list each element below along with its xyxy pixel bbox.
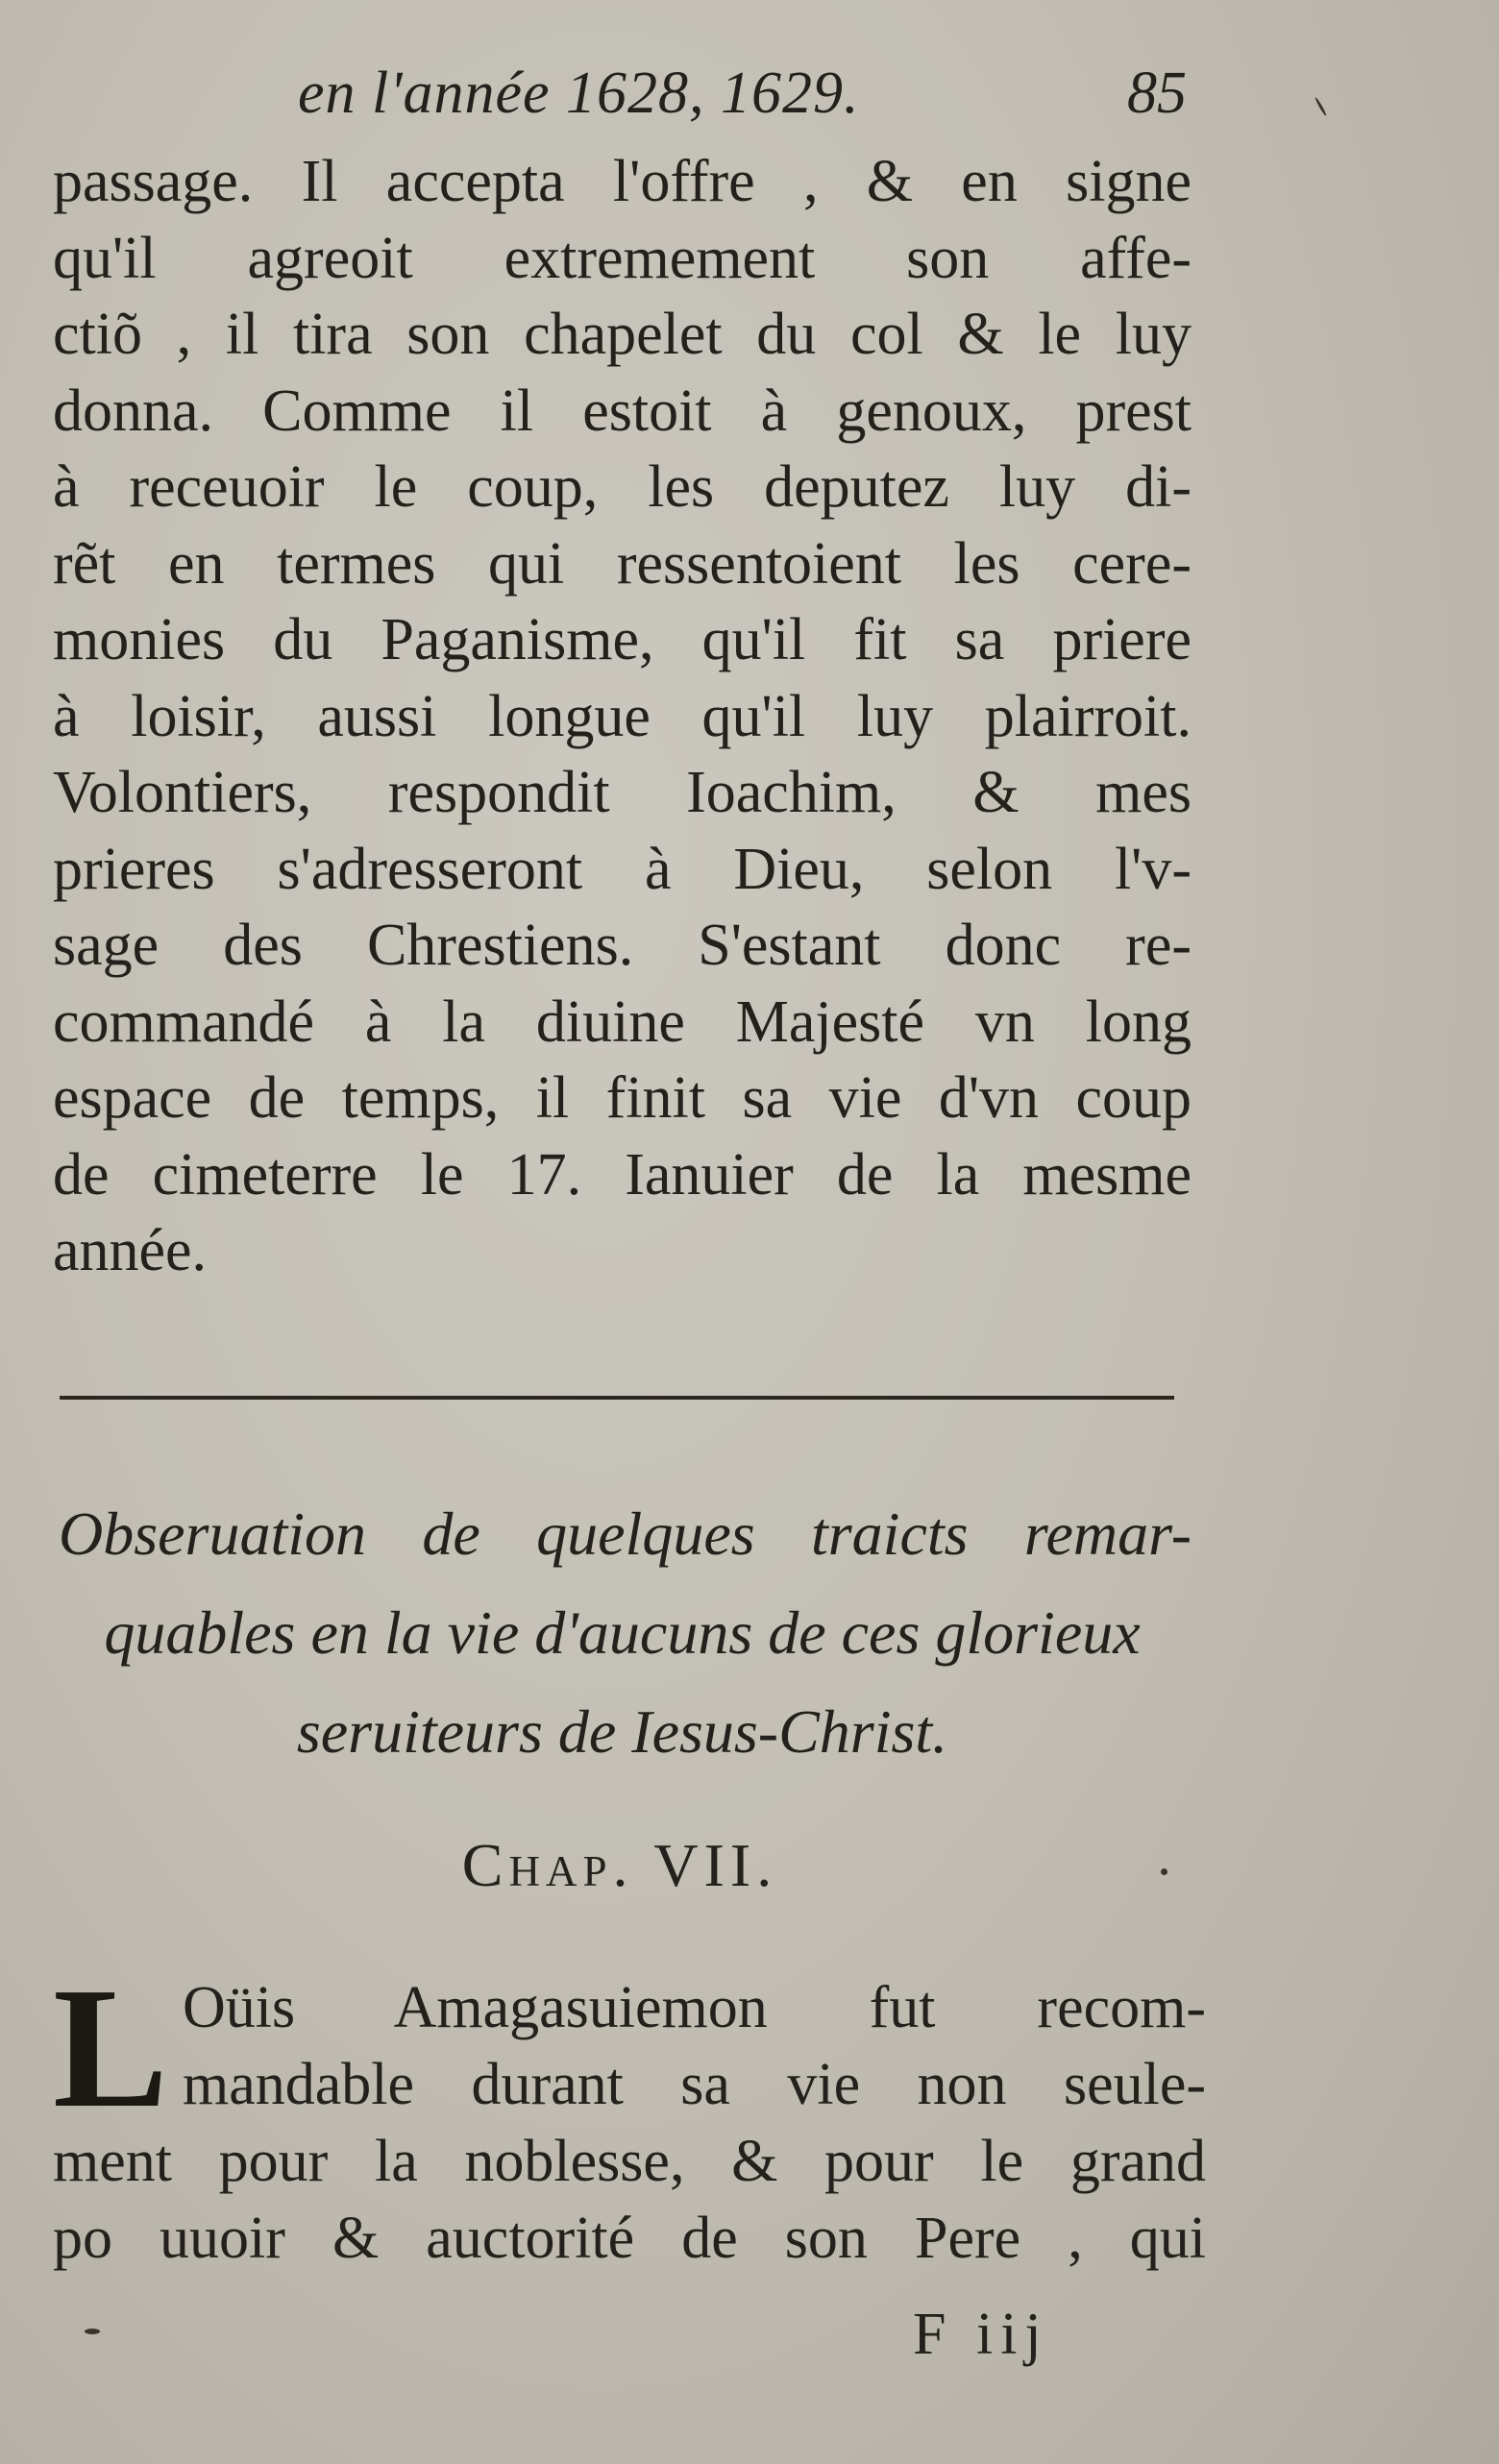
running-head-title: en l'année 1628, 1629. [298,61,860,126]
ink-speck [1315,97,1328,117]
text-line: passage. Il accepta l'offre , & en signe [53,149,1192,214]
chapter-title: Chap. VII. [461,1831,778,1899]
section-heading [53,1484,1192,1781]
ink-speck [1161,1868,1167,1875]
page-number: 85 [1127,61,1187,126]
section-divider [60,1396,1174,1400]
text-line: donna. Comme il estoit à genoux, prest [53,378,1192,444]
heading-line: seruiteurs de Iesus-Christ. [296,1697,948,1766]
text-line: année. [53,1218,208,1283]
text-line: commandé à la diuine Majesté vn long [53,988,1192,1055]
text-line: ctiõ , il tira son chapelet du col & le luy [53,302,1192,367]
text-line: qu'il agreoit extremement son affe- [53,225,1192,291]
text-line: ment pour la noblesse, & pour le grand [53,2129,1206,2194]
text-line: rẽt en termes qui ressentoient les cere- [53,530,1192,597]
heading-line: quables en la vie d'aucuns de ces glorieux [104,1598,1141,1667]
running-head [53,60,1187,136]
text-line: de cimeterre le 17. Ianuier de la mesme [53,1141,1192,1208]
text-line: espace de temps, il finit sa vie d'vn coup [53,1065,1192,1131]
text-line: monies du Paganisme, qu'il fit sa priere [53,607,1192,672]
heading-line: Obseruation de quelques traicts remar- [59,1500,1192,1568]
text-line: mandable durant sa vie non seule- [183,2052,1206,2117]
text-line: sage des Chrestiens. S'estant donc re- [53,913,1192,978]
drop-cap: L [53,1952,169,2143]
text-line: prieres s'adresseront à Dieu, selon l'v- [53,836,1192,902]
text-line: Oüis Amagasuiemon fut recom- [183,1975,1206,2040]
text-line: Volontiers, respondit Ioachim, & mes [53,760,1192,825]
body-text [53,144,1192,1290]
signature-mark: F iij [913,2302,1049,2367]
text-line: à receuoir le coup, les deputez luy di- [53,454,1192,520]
ink-speck [85,2329,100,2334]
text-line: po uuoir & auctorité de son Pere , qui [53,2206,1206,2271]
text-line: à loisir, aussi longue qu'il luy plairroit. [53,683,1192,749]
chapter-text [53,1952,1206,2277]
